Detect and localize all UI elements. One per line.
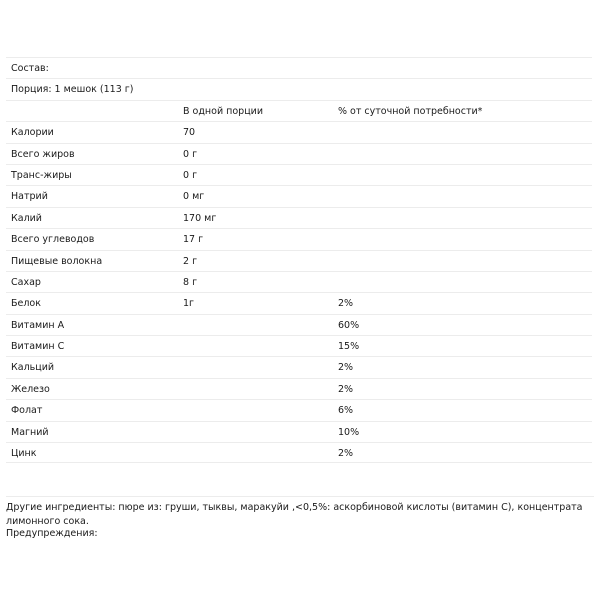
nutrient-amount: 2 г <box>183 255 198 267</box>
table-row <box>6 143 592 164</box>
composition-label: Состав: <box>11 63 49 74</box>
nutrient-name: Калий <box>11 212 42 224</box>
nutrient-amount: 1г <box>183 298 195 310</box>
nutrient-daily-value: 6% <box>338 405 354 417</box>
table-row <box>6 185 592 206</box>
serving-size: Порция: 1 мешок (113 г) <box>11 84 134 96</box>
nutrient-name: Калории <box>11 127 54 139</box>
table-row <box>6 399 592 420</box>
nutrient-daily-value: 2% <box>338 298 354 310</box>
nutrient-daily-value: 60% <box>338 319 360 331</box>
per-serving-header: В одной порции <box>183 105 264 117</box>
other-ingredients: Другие ингредиенты: пюре из: груши, тыквы, маракуйи ,<0,5%: аскорбиновой кислоты (витамин С), концентрата лимонного сока. <box>6 496 594 529</box>
serving-row <box>6 78 592 99</box>
nutrient-name: Цинк <box>11 448 37 460</box>
nutrient-name: Сахар <box>11 276 41 288</box>
table-row <box>6 314 592 335</box>
nutrient-daily-value: 2% <box>338 383 354 395</box>
table-row <box>6 442 592 463</box>
table-row <box>6 271 592 292</box>
table-row <box>6 207 592 228</box>
nutrient-daily-value: 10% <box>338 426 360 438</box>
warnings-label: Предупреждения: <box>6 528 98 539</box>
table-row <box>6 121 592 142</box>
nutrient-daily-value: 15% <box>338 341 360 353</box>
nutrient-amount: 170 мг <box>183 212 217 224</box>
table-row <box>6 250 592 271</box>
table-row <box>6 421 592 442</box>
table-row <box>6 292 592 313</box>
nutrient-amount: 17 г <box>183 234 204 246</box>
nutrient-amount: 70 <box>183 127 196 139</box>
nutrient-name: Всего углеводов <box>11 234 95 246</box>
header-row <box>6 100 592 121</box>
nutrient-daily-value: 2% <box>338 362 354 374</box>
table-row <box>6 228 592 249</box>
nutrient-name: Транс-жиры <box>11 169 72 181</box>
nutrient-name: Витамин А <box>11 319 65 331</box>
nutrient-name: Белок <box>11 298 41 310</box>
table-row <box>6 356 592 377</box>
nutrient-name: Фолат <box>11 405 43 417</box>
nutrient-daily-value: 2% <box>338 448 354 460</box>
nutrient-rows <box>6 121 592 463</box>
nutrient-name: Натрий <box>11 191 48 203</box>
nutrient-amount: 0 г <box>183 148 198 160</box>
nutrient-amount: 0 г <box>183 169 198 181</box>
nutrient-name: Витамин С <box>11 341 65 353</box>
nutrient-amount: 0 мг <box>183 191 205 203</box>
table-row <box>6 335 592 356</box>
composition-row <box>6 57 592 78</box>
nutrient-name: Кальций <box>11 362 55 374</box>
daily-value-header: % от суточной потребности* <box>338 105 483 117</box>
table-row <box>6 164 592 185</box>
table-row <box>6 378 592 399</box>
nutrition-table <box>6 57 592 463</box>
nutrient-name: Магний <box>11 426 49 438</box>
nutrient-amount: 8 г <box>183 276 198 288</box>
nutrient-name: Пищевые волокна <box>11 255 103 267</box>
nutrient-name: Железо <box>11 383 50 395</box>
nutrient-name: Всего жиров <box>11 148 75 160</box>
